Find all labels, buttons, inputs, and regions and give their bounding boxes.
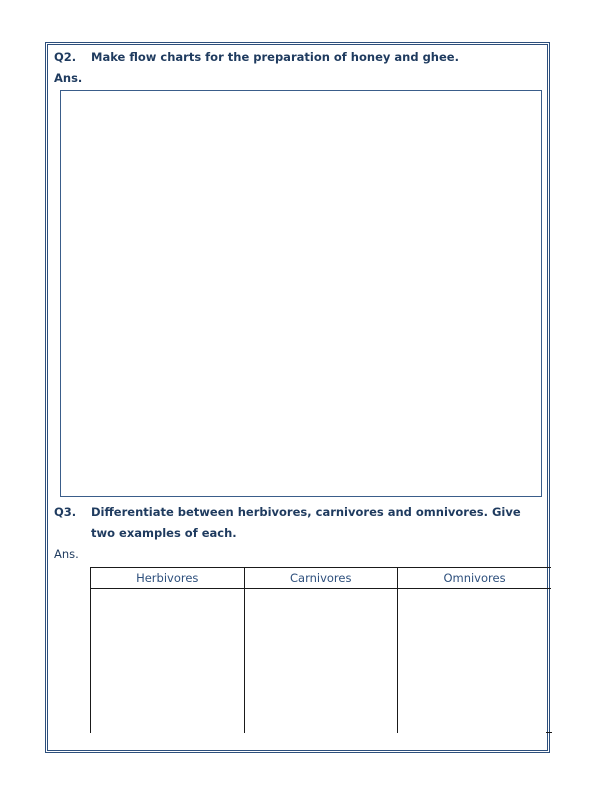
comparison-table <box>90 567 551 733</box>
header-carnivores: Carnivores <box>244 568 398 589</box>
question-3-text: Differentiate between herbivores, carnivores and omnivores. Give two examples of each. <box>91 505 521 540</box>
header-omnivores: Omnivores <box>398 568 552 589</box>
table-row <box>91 589 552 734</box>
question-2-text: Make flow charts for the preparation of honey and ghee. <box>91 50 459 64</box>
question-2-answer-box[interactable] <box>60 90 542 497</box>
table-header-row <box>91 568 552 589</box>
omnivores-answer-cell[interactable] <box>398 589 552 734</box>
question-3 <box>54 502 534 546</box>
carnivores-answer-cell[interactable] <box>244 589 398 734</box>
question-2-number: Q2. <box>54 50 77 64</box>
header-herbivores: Herbivores <box>91 568 245 589</box>
table-end-mark <box>546 732 552 733</box>
question-3-number: Q3. <box>54 505 77 519</box>
question-3-answer-label: Ans. <box>54 547 79 561</box>
question-2-answer-label: Ans. <box>54 71 83 85</box>
herbivores-answer-cell[interactable] <box>91 589 245 734</box>
